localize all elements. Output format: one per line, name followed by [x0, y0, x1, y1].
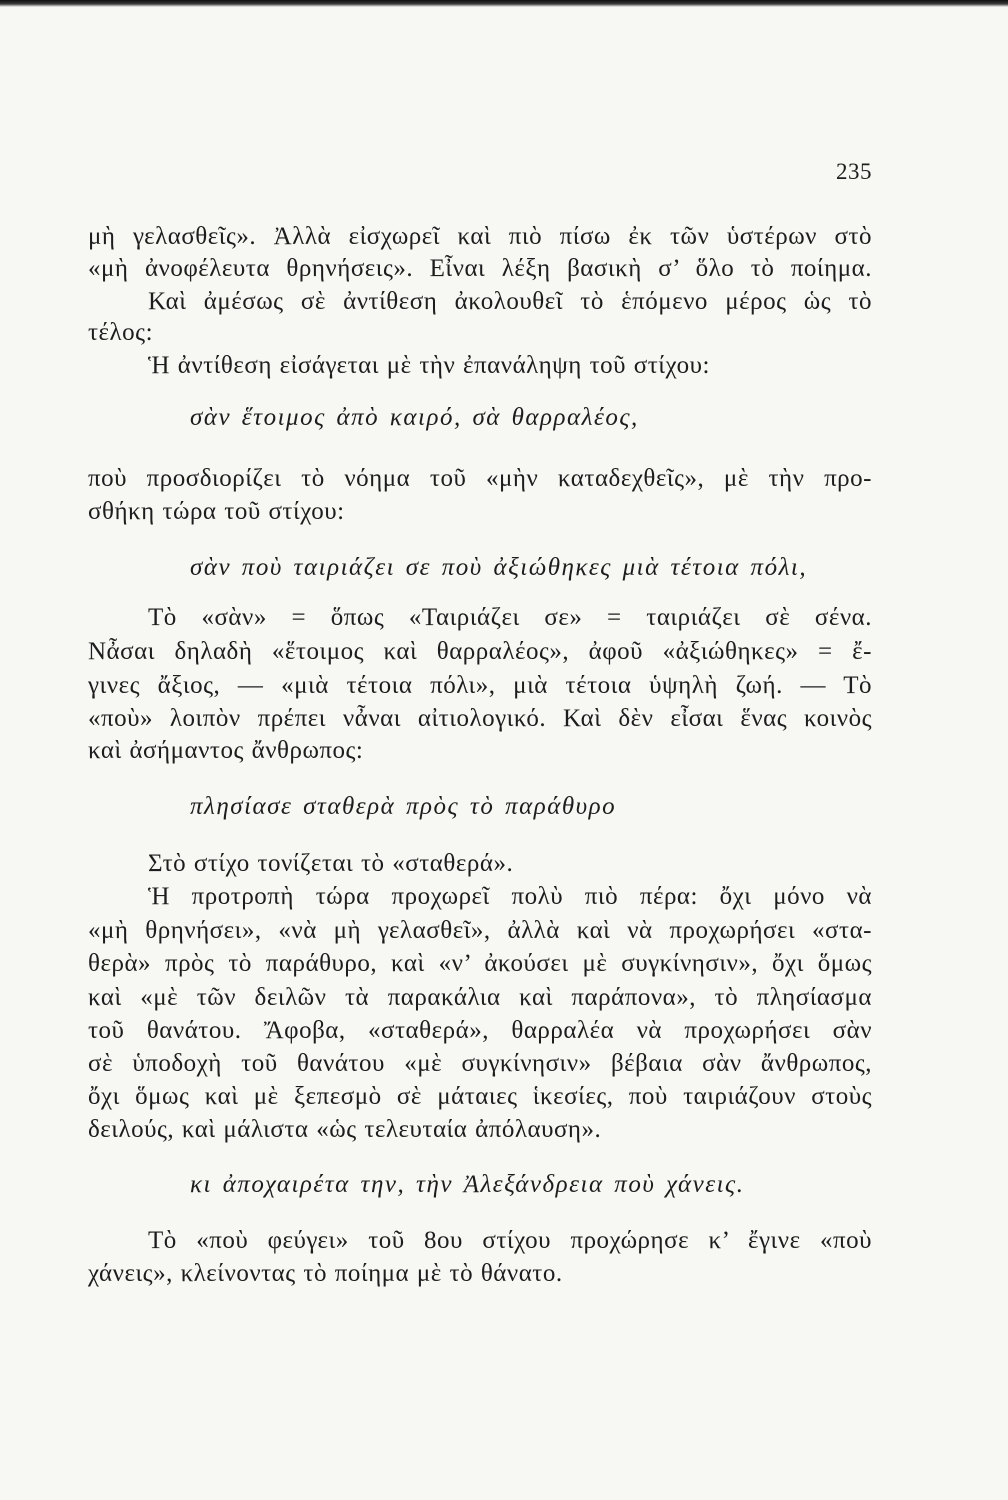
text-line: Καὶ ἀμέσως σὲ ἀντίθεση ἀκολουθεῖ τὸ ἑπόμενο μέρος ὡς τὸ: [148, 288, 872, 315]
page-number: 235: [836, 159, 872, 184]
verse-quote: κι ἀποχαιρέτα την, τὴν Ἀλεξάνδρεια ποὺ χάνεις.: [190, 1171, 745, 1198]
text-line: δειλούς, καὶ μάλιστα «ὡς τελευταία ἀπόλαυση».: [88, 1116, 602, 1143]
text-line: τοῦ θανάτου. Ἄφοβα, «σταθερά», θαρραλέα νὰ προχωρήσει σὰν: [88, 1017, 872, 1044]
text-line: τέλος:: [88, 319, 154, 346]
text-line: καὶ ἀσήμαντος ἄνθρωπος:: [88, 737, 364, 764]
text-line: Τὸ «σὰν» = ὅπως «Ταιριάζει σε» = ταιριάζει σὲ σένα.: [148, 604, 872, 631]
text-line: σὲ ὑποδοχὴ τοῦ θανάτου «μὲ συγκίνησιν» βέβαια σὰν ἄνθρωπος,: [88, 1050, 872, 1077]
text-line: ὄχι ὅμως καὶ μὲ ξεπεσμὸ σὲ μάταιες ἱκεσίες, ποὺ ταιριάζουν στοὺς: [88, 1083, 872, 1110]
text-line: μὴ γελασθεῖς». Ἀλλὰ εἰσχωρεῖ καὶ πιὸ πίσω ἐκ τῶν ὑστέρων στὸ: [88, 223, 872, 250]
scan-edge: [0, 0, 1008, 7]
text-line: γινες ἄξιος, — «μιὰ τέτοια πόλι», μιὰ τέτοια ὑψηλὴ ζωή. — Τὸ: [88, 672, 872, 699]
verse-quote: σὰν ἕτοιμος ἀπὸ καιρό, σὰ θαρραλέος,: [190, 404, 639, 431]
text-line: «ποὺ» λοιπὸν πρέπει νἆναι αἰτιολογικό. Καὶ δὲν εἶσαι ἕνας κοινὸς: [88, 705, 872, 732]
text-line: Ἡ ἀντίθεση εἰσάγεται μὲ τὴν ἐπανάληψη τοῦ στίχου:: [148, 352, 710, 379]
text-line: «μὴ ἀνοφέλευτα θρηνήσεις». Εἶναι λέξη βασικὴ σ’ ὅλο τὸ ποίημα.: [88, 255, 872, 282]
text-line: σθήκη τώρα τοῦ στίχου:: [88, 498, 345, 525]
text-line: ποὺ προσδιορίζει τὸ νόημα τοῦ «μὴν καταδεχθεῖς», μὲ τὴν προ-: [88, 465, 872, 492]
text-line: καὶ «μὲ τῶν δειλῶν τὰ παρακάλια καὶ παράπονα», τὸ πλησίασμα: [88, 984, 872, 1011]
verse-quote: πλησίασε σταθερὰ πρὸς τὸ παράθυρο: [190, 793, 617, 820]
text-line: Στὸ στίχο τονίζεται τὸ «σταθερά».: [148, 850, 514, 877]
text-line: Τὸ «ποὺ φεύγει» τοῦ 8ου στίχου προχώρησε κ’ ἔγινε «ποὺ: [148, 1227, 872, 1254]
verse-quote: σὰν ποὺ ταιριάζει σε ποὺ ἀξιώθηκες μιὰ τέτοια πόλι,: [190, 554, 808, 581]
text-line: «μὴ θρηνήσει», «νὰ μὴ γελασθεῖ», ἀλλὰ καὶ νὰ προχωρήσει «στα-: [88, 917, 872, 944]
text-line: χάνεις», κλείνοντας τὸ ποίημα μὲ τὸ θάνατο.: [88, 1260, 563, 1287]
text-line: Νἆσαι δηλαδὴ «ἕτοιμος καὶ θαρραλέος», ἀφοῦ «ἀξιώθηκες» = ἔ-: [88, 638, 872, 665]
text-line: Ἡ προτροπὴ τώρα προχωρεῖ πολὺ πιὸ πέρα: ὄχι μόνο νὰ: [148, 883, 872, 910]
text-line: θερὰ» πρὸς τὸ παράθυρο, καὶ «ν’ ἀκούσει μὲ συγκίνησιν», ὄχι ὅμως: [88, 950, 872, 977]
